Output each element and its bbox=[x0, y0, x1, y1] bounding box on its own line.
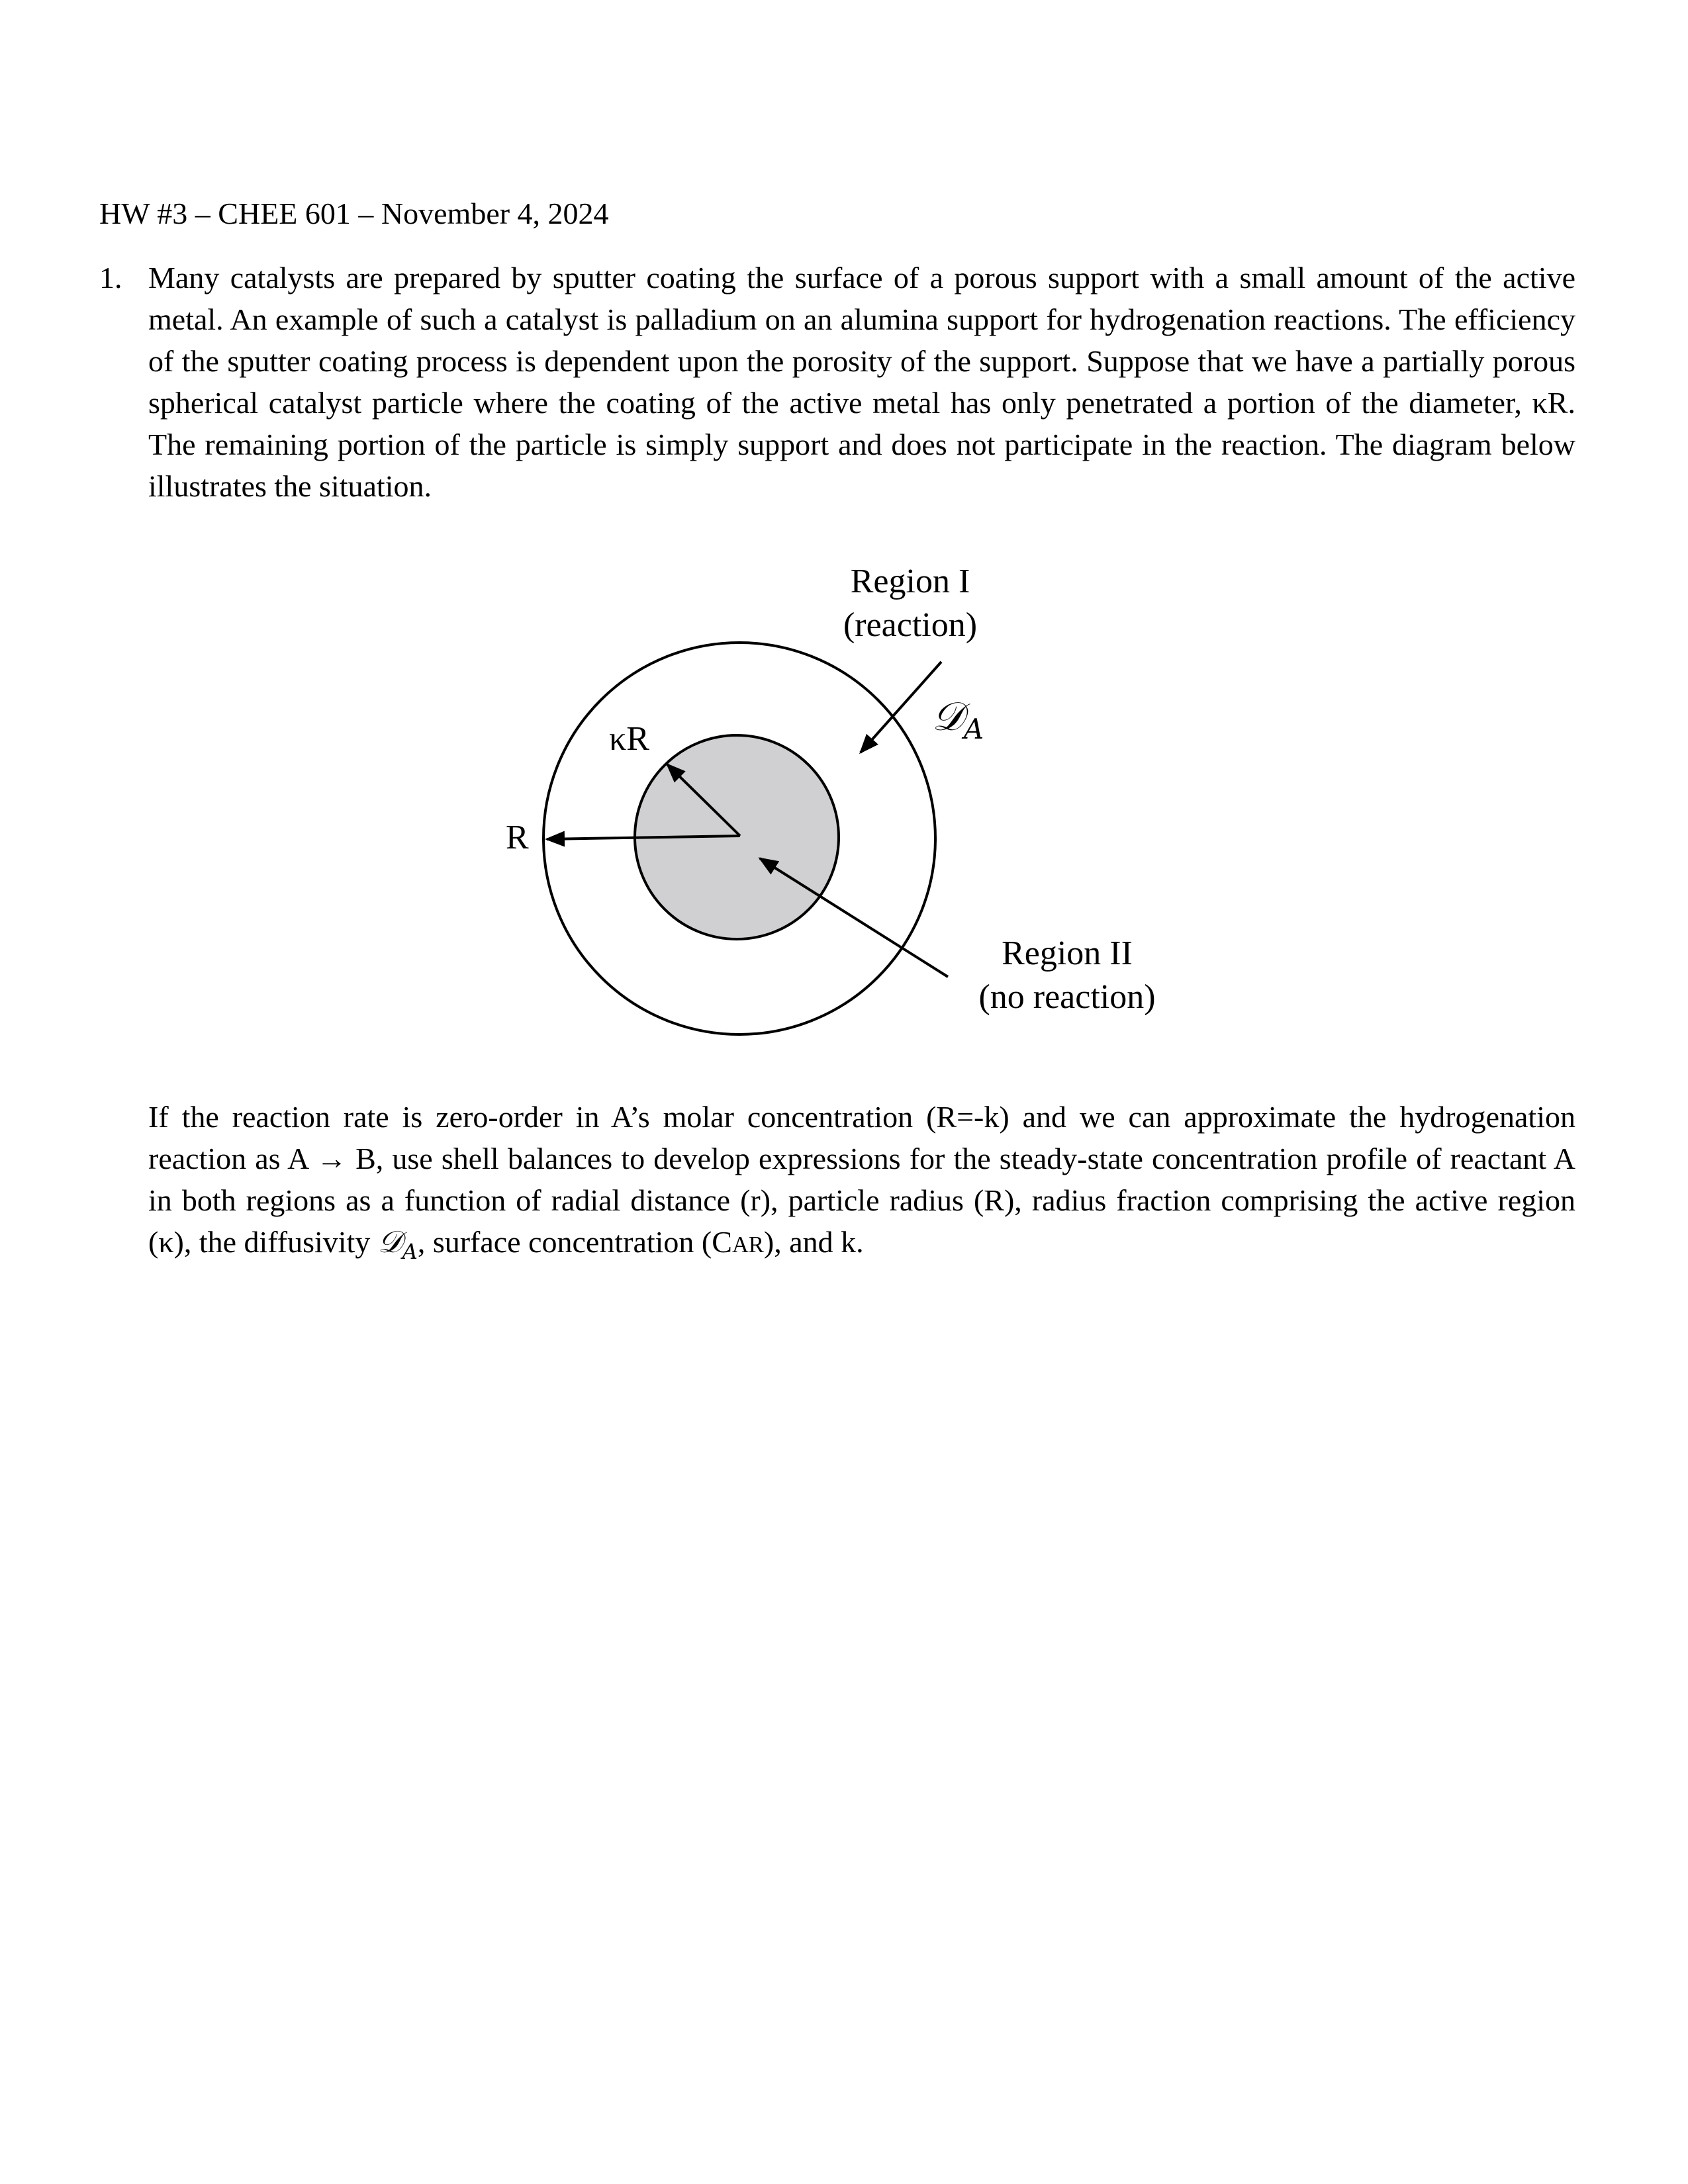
diffusivity-sub-inline: A bbox=[402, 1239, 418, 1265]
region2-subtitle: (no reaction) bbox=[978, 978, 1156, 1016]
region2-title: Region II bbox=[1002, 934, 1133, 972]
diffusivity-symbol-inline: 𝒟 bbox=[377, 1224, 402, 1259]
task-text-2: B, use shell balances to develop expressions for the steady-state concentration profile of reactant A in both regions as a function of radial distance (r), particle radius (R), radius fraction comprising the active region (κ), the diffusivity bbox=[148, 1142, 1576, 1259]
page-title: HW #3 – CHEE 601 – November 4, 2024 bbox=[99, 197, 609, 230]
diffusivity-symbol: 𝒟 bbox=[932, 694, 964, 740]
region1-title: Region I bbox=[850, 563, 970, 600]
task-text-1: If the reaction rate is zero-order in A’s molar concentration (R=-k) and we can approximate the hydrogenation reaction as A bbox=[148, 1100, 1575, 1175]
region1-subtitle: (reaction) bbox=[843, 606, 978, 644]
region1-label bbox=[831, 560, 990, 647]
question-task bbox=[148, 1096, 1575, 1273]
r-label: R bbox=[506, 819, 529, 856]
diffusivity-subscript: A bbox=[963, 713, 984, 745]
surface-conc-sub: AR bbox=[731, 1232, 764, 1257]
kr-label: κR bbox=[609, 720, 649, 758]
reaction-arrow-icon: → bbox=[316, 1142, 347, 1175]
diffusivity-label bbox=[932, 695, 984, 751]
task-text-4: ), and k. bbox=[763, 1225, 864, 1259]
question-intro: Many catalysts are prepared by sputter coating the surface of a porous support with a small amount of the active metal. An example of such a catalyst is palladium on an alumina support for hydrogenation reactions. The efficiency of the sputter coating process is dependent upon the porosity of the support. Suppose that we have a partially porous spherical catalyst particle where the coating of the active metal has only penetrated a portion of the diameter, κR. The remaining portion of the particle is simply support and does not participate in the reaction. The diagram below illustrates the situation. bbox=[148, 261, 1575, 503]
question-number: 1. bbox=[99, 261, 122, 295]
task-text-3: , surface concentration (C bbox=[417, 1225, 732, 1259]
region2-label bbox=[961, 932, 1173, 1019]
